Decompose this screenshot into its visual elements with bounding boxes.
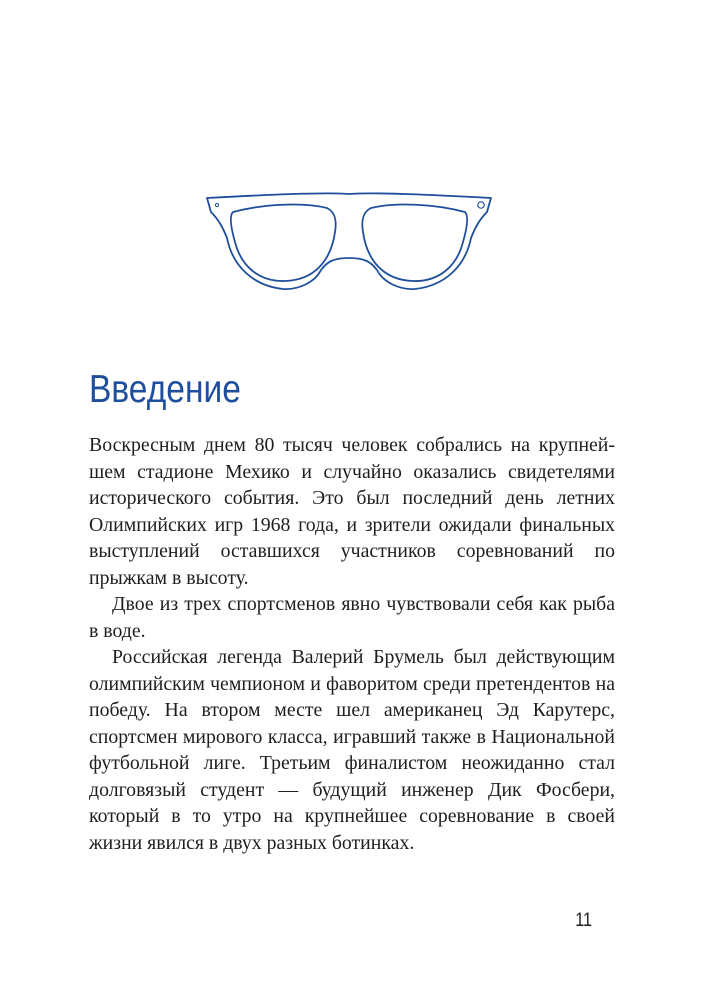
paragraph: Воскресным днем 80 тысяч человек собрались на крупнейшем стадионе Мехико и случайно оказались свидетелями исторического события. Это был последний день летних Олимпийских игр 1968 года, и зрители ожидали финальных выступлений оставшихся участников соревнований по прыжкам в высоту. xyxy=(89,434,615,589)
body-text xyxy=(89,432,615,856)
eyeglasses-icon xyxy=(203,190,495,294)
paragraph: Двое из трех спортсменов явно чувствовали себя как рыба в воде. xyxy=(89,593,615,642)
page-number: 11 xyxy=(575,910,592,931)
chapter-title: Введение xyxy=(89,368,241,411)
paragraph: Российская легенда Валерий Брумель был действующим олимпийским чемпионом и фаворитом среди претендентов на победу. На втором месте шел американец Эд Карутерс, спортсмен мирового класса, игравший также в Национальной футбольной лиге. Третьим финалистом неожиданно стал долговязый студент — будущий инженер Дик Фосбери, который в то утро на крупнейшее соревнование в своей жизни явился в двух разных ботинках. xyxy=(89,646,615,854)
